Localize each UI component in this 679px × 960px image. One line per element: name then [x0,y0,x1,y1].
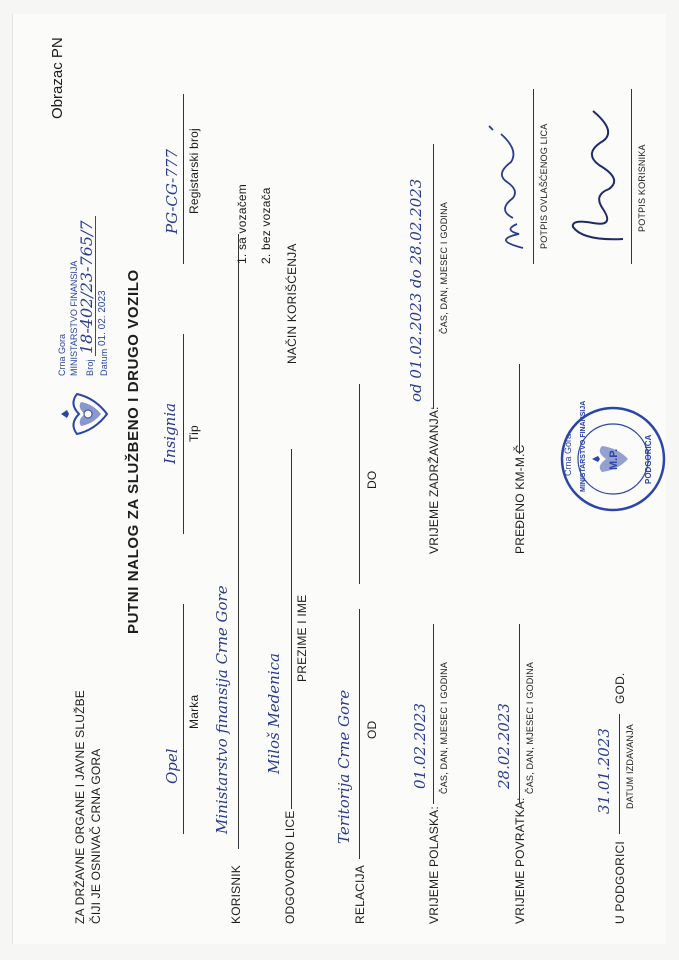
marka-caption: Marka [187,694,201,729]
polazak-caption: ČAS, DAN, MJESEC I GODINA [439,661,449,794]
korisnik-sign-caption: POTPIS KORISNIKA [637,144,647,232]
signature-korisnik-icon [563,99,633,249]
zadrzavanje-line [433,144,434,409]
povratak-line [519,624,520,804]
page-title: PUTNI NALOG ZA SLUŽBENO I DRUGO VOZILO [125,269,142,634]
relacija-do-line [359,384,360,584]
relacija-label: RELACIJA [353,865,367,924]
marka-value: Opel [163,748,181,784]
tip-caption: Tip [187,425,201,442]
nacin-option-1: 1. sa vozačem [235,184,249,264]
official-seal [558,400,668,514]
registry-broj-line [95,216,96,356]
korisnik-value: Ministarstvo finansija Crne Gore [213,585,231,834]
odgovorno-lice-caption: PREZIME I IME [295,594,309,682]
relacija-od-line [359,609,360,859]
relacija-do-caption: DO [365,470,379,489]
korisnik-line [238,234,239,849]
izdavanje-suffix: GOD. [613,672,627,704]
izdavanje-line [619,714,620,834]
povratak-caption: ČAS, DAN, MJESEC I GODINA [525,661,535,794]
odgovorno-lice-label: ODGOVORNO LICE [283,810,297,924]
izdavanje-label: U PODGORICI [613,841,627,924]
registry-country: Crna Gora [57,333,67,376]
tip-value: Insignia [161,402,179,464]
seal-center-text: M.P. [608,448,620,470]
registry-datum-value: 01. 02. 2023 [97,290,108,346]
korisnik-signature [563,99,633,249]
nacin-label: NAČIN KORIŠĆENJA [285,243,299,364]
relacija-od-caption: OD [365,720,379,739]
header-line-1: ZA DRŽAVNE ORGANE I JAVNE SLUŽBE [73,689,87,924]
korisnik-label: KORISNIK [229,865,243,924]
zadrzavanje-label: VRIJEME ZADRŽAVANJA: [427,406,441,554]
registry-ministry: MINISTARSTVO FINANSIJA [69,260,79,376]
odgovorno-lice-line [291,449,292,809]
document-sheet [12,14,666,944]
reg-caption: Registarski broj [187,128,201,214]
povratak-value: 28.02.2023 [495,703,513,789]
registry-broj-value: 18-402/23-765/7 [77,220,96,354]
izdavanje-value: 31.01.2023 [595,728,613,814]
state-emblem-icon [55,384,115,444]
header-line-2: ČIJI JE OSNIVAČ CRNA GORA [89,748,103,924]
ovlasceno-line [533,89,534,264]
korisnik-sign-line [631,89,632,264]
polazak-line [433,624,434,804]
zadrzavanje-caption: ČAS, DAN, MJESEC I GODINA [439,201,449,334]
registry-broj-label: Broj [85,359,95,376]
seal-top-text: Crna Gora [563,433,573,476]
povratak-label: VRIJEME POVRATKA: [513,797,527,924]
seal-city-text: PODGORICA [644,434,653,484]
odgovorno-lice-value: Miloš Medenica [265,653,283,774]
registry-datum-label: Datum [99,348,109,376]
ovlasceno-signature [483,104,533,254]
predjeno-line [519,364,520,454]
form-code: Obrazac PN [49,37,66,119]
izdavanje-caption: DATUM IZDAVANJA [625,723,635,809]
predjeno-label: PREĐENO KM-M.Č [513,444,527,554]
signature-ovlasceno-icon [483,104,533,254]
relacija-value: Teritorija Crne Gore [335,689,353,844]
marka-line [183,604,184,834]
reg-value: PG-CG-777 [163,149,181,234]
travel-order-form [33,34,673,954]
seal-ring-text: MINISTARSTVO FINANSIJA [580,400,587,492]
polazak-label: VRIJEME POLASKA: [427,806,441,924]
reg-line [183,94,184,264]
nacin-option-2: 2. bez vozača [259,187,273,264]
polazak-value: 01.02.2023 [411,703,429,789]
zadrzavanje-value: od 01.02.2023 do 28.02.2023 [407,178,425,402]
tip-line [183,334,184,534]
ovlasceno-caption: POTPIS OVLAŠĆENOG LICA [539,123,549,249]
